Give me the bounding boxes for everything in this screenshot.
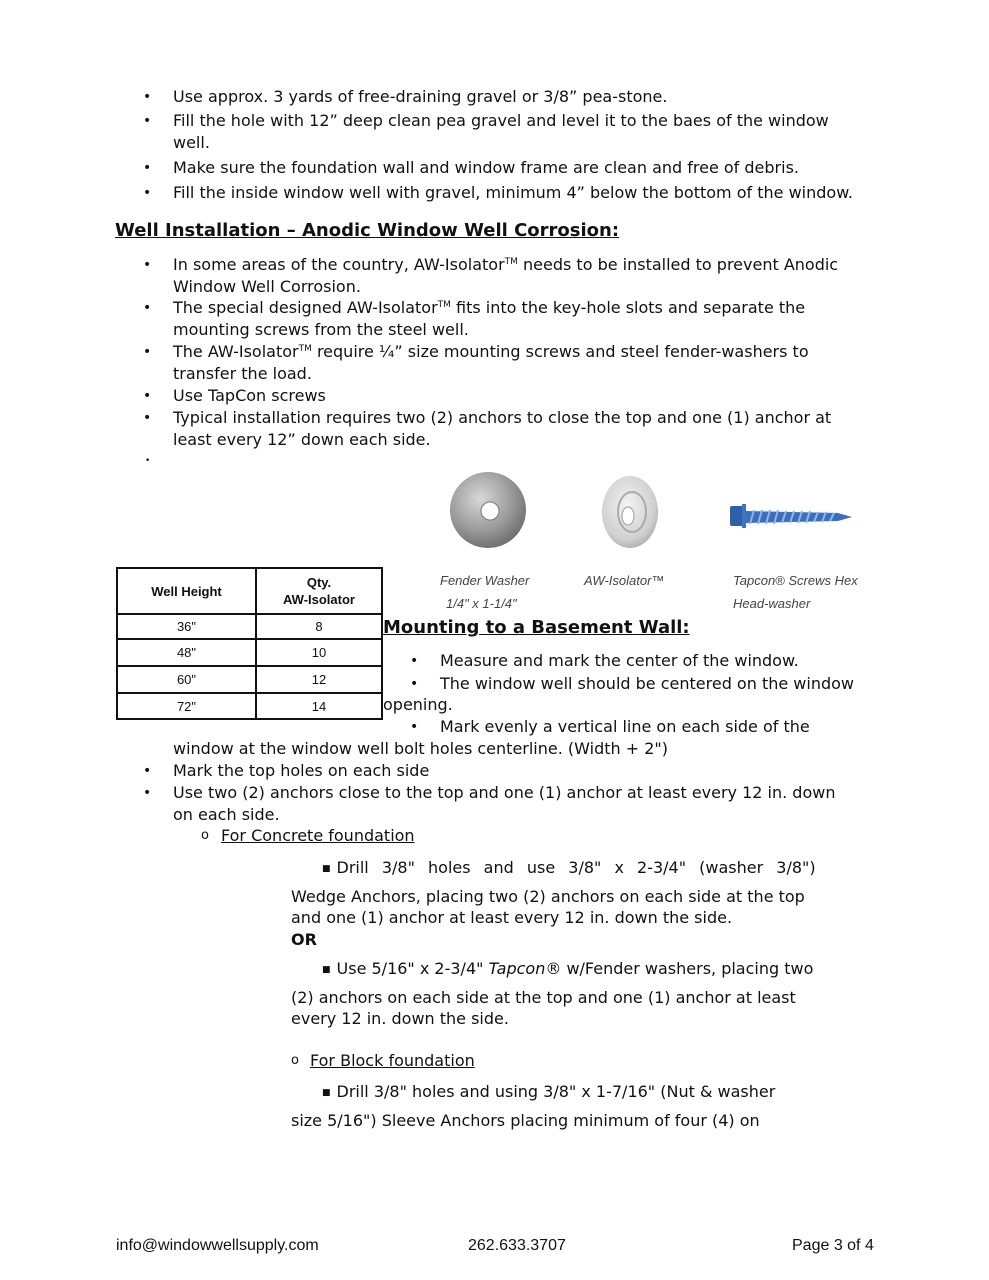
tapcon-caption-line2: Head-washer	[733, 596, 811, 611]
square-bullet: ■	[322, 965, 331, 975]
bullet-dot: •	[143, 160, 152, 176]
mounting-bullet-3-cont: window at the window well bolt holes centerline. (Width + 2")	[173, 739, 668, 758]
isolator-qty-table	[116, 567, 383, 720]
footer-page-number: Page 3 of 4	[792, 1237, 874, 1254]
footer-phone: 262.633.3707	[468, 1237, 566, 1254]
bullet-dot: •	[143, 388, 152, 404]
bullet-dot: •	[143, 185, 152, 201]
corrosion-bullet-1: In some areas of the country, AW-Isolator™ needs to be installed to prevent Anodic	[173, 255, 839, 274]
header-well-height: Well Height	[117, 568, 256, 614]
corrosion-bullet-4: Use TapCon screws	[173, 386, 326, 405]
mounting-bullet-3: Mark evenly a vertical line on each side of the	[440, 717, 810, 736]
bullet-dot: •	[410, 653, 419, 669]
table-row	[117, 666, 382, 693]
well-height-cell: 72"	[117, 693, 256, 719]
block-foundation-heading: For Block foundation	[310, 1051, 475, 1070]
qty-cell: 10	[256, 639, 382, 666]
corrosion-bullet-3-cont: transfer the load.	[173, 364, 312, 383]
bullet-dot: •	[410, 719, 419, 735]
bullet-dot: •	[143, 113, 152, 129]
table-row	[117, 614, 382, 639]
prep-bullet-4: Fill the inside window well with gravel, minimum 4” below the bottom of the window.	[173, 183, 853, 202]
tapcon-screw-image	[728, 500, 856, 534]
well-height-cell: 60"	[117, 666, 256, 693]
tapcon-caption: Tapcon® Screws Hex	[733, 573, 858, 588]
aw-isolator-image	[592, 472, 666, 550]
concrete-step-1-cont: Wedge Anchors, placing two (2) anchors on each side at the top	[291, 887, 805, 906]
concrete-step-2: ■ Use 5/16" x 2-3/4" Tapcon® w/Fender washers, placing two	[322, 958, 813, 981]
bullet-dot: •	[143, 89, 152, 105]
bullet-dot: •	[410, 676, 419, 692]
mounting-bullet-1: Measure and mark the center of the window.	[440, 651, 799, 670]
square-bullet: ■	[322, 1088, 331, 1098]
corrosion-bullet-5-cont: least every 12” down each side.	[173, 430, 431, 449]
circle-bullet: o	[201, 828, 209, 843]
well-height-cell: 36"	[117, 614, 256, 639]
concrete-foundation-heading: For Concrete foundation	[221, 826, 415, 845]
corrosion-bullet-1-cont: Window Well Corrosion.	[173, 277, 361, 296]
table-row	[117, 639, 382, 666]
mounting-bullet-2: The window well should be centered on the window	[440, 674, 854, 693]
square-bullet: ■	[322, 864, 331, 874]
corrosion-bullet-5: Typical installation requires two (2) anchors to close the top and one (1) anchor at	[173, 408, 832, 427]
table-row	[117, 693, 382, 719]
bullet-dot: •	[143, 785, 152, 801]
bullet-dot: •	[143, 763, 152, 779]
corrosion-bullet-2-cont: mounting screws from the steel well.	[173, 320, 469, 339]
block-step-1-cont: size 5/16") Sleeve Anchors placing minimum of four (4) on	[291, 1111, 760, 1130]
prep-bullet-3: Make sure the foundation wall and window frame are clean and free of debris.	[173, 158, 799, 177]
concrete-step-2-cont2: every 12 in. down the side.	[291, 1009, 509, 1028]
fender-washer-size-caption: 1/4" x 1-1/4"	[446, 596, 517, 611]
header-qty-label: Qty.	[306, 575, 332, 590]
bullet-dot: •	[143, 257, 152, 273]
mounting-bullet-5: Use two (2) anchors close to the top and one (1) anchor at least every 12 in. down	[173, 783, 836, 802]
mounting-bullet-4: Mark the top holes on each side	[173, 761, 430, 780]
prep-bullet-2-cont: well.	[173, 133, 210, 152]
bullet-dot: •	[143, 344, 152, 360]
header-aw-isolator-label: AW-Isolator	[283, 592, 355, 607]
footer-email: info@windowwellsupply.com	[116, 1237, 319, 1254]
section-heading-mounting: Mounting to a Basement Wall:	[383, 617, 690, 638]
block-step-1: ■ Drill 3/8" holes and using 3/8" x 1-7/16" (Nut & washer	[322, 1081, 775, 1104]
well-height-cell: 48"	[117, 639, 256, 666]
corrosion-bullet-2: The special designed AW-Isolator™ fits into the key-hole slots and separate the	[173, 298, 806, 317]
or-label: OR	[291, 930, 317, 949]
qty-cell: 8	[256, 614, 382, 639]
concrete-step-2-cont: (2) anchors on each side at the top and one (1) anchor at least	[291, 988, 796, 1007]
header-qty	[256, 568, 382, 614]
aw-isolator-caption: AW-Isolator™	[584, 573, 665, 588]
prep-bullet-1: Use approx. 3 yards of free-draining gravel or 3/8” pea-stone.	[173, 87, 668, 106]
prep-bullet-2: Fill the hole with 12” deep clean pea gravel and level it to the baes of the window	[173, 111, 829, 130]
qty-cell: 12	[256, 666, 382, 693]
section-heading-corrosion: Well Installation – Anodic Window Well Corrosion:	[115, 220, 620, 241]
bullet-dot: •	[143, 410, 152, 426]
fender-washer-image	[448, 470, 528, 550]
mounting-bullet-2-cont: opening.	[383, 695, 453, 714]
circle-bullet: o	[291, 1053, 299, 1068]
mounting-bullet-5-cont: on each side.	[173, 805, 280, 824]
concrete-step-1: ■ Drill 3/8" holes and use 3/8" x 2-3/4" (washer 3/8")	[322, 857, 816, 880]
table-header-row	[117, 568, 382, 614]
qty-cell: 14	[256, 693, 382, 719]
concrete-step-1-cont2: and one (1) anchor at least every 12 in. down the side.	[291, 908, 733, 927]
empty-bullet-dot: •	[145, 456, 151, 466]
corrosion-bullet-3: The AW-Isolator™ require ¼” size mounting screws and steel fender-washers to	[173, 342, 809, 361]
bullet-dot: •	[143, 300, 152, 316]
fender-washer-caption: Fender Washer	[440, 573, 530, 588]
